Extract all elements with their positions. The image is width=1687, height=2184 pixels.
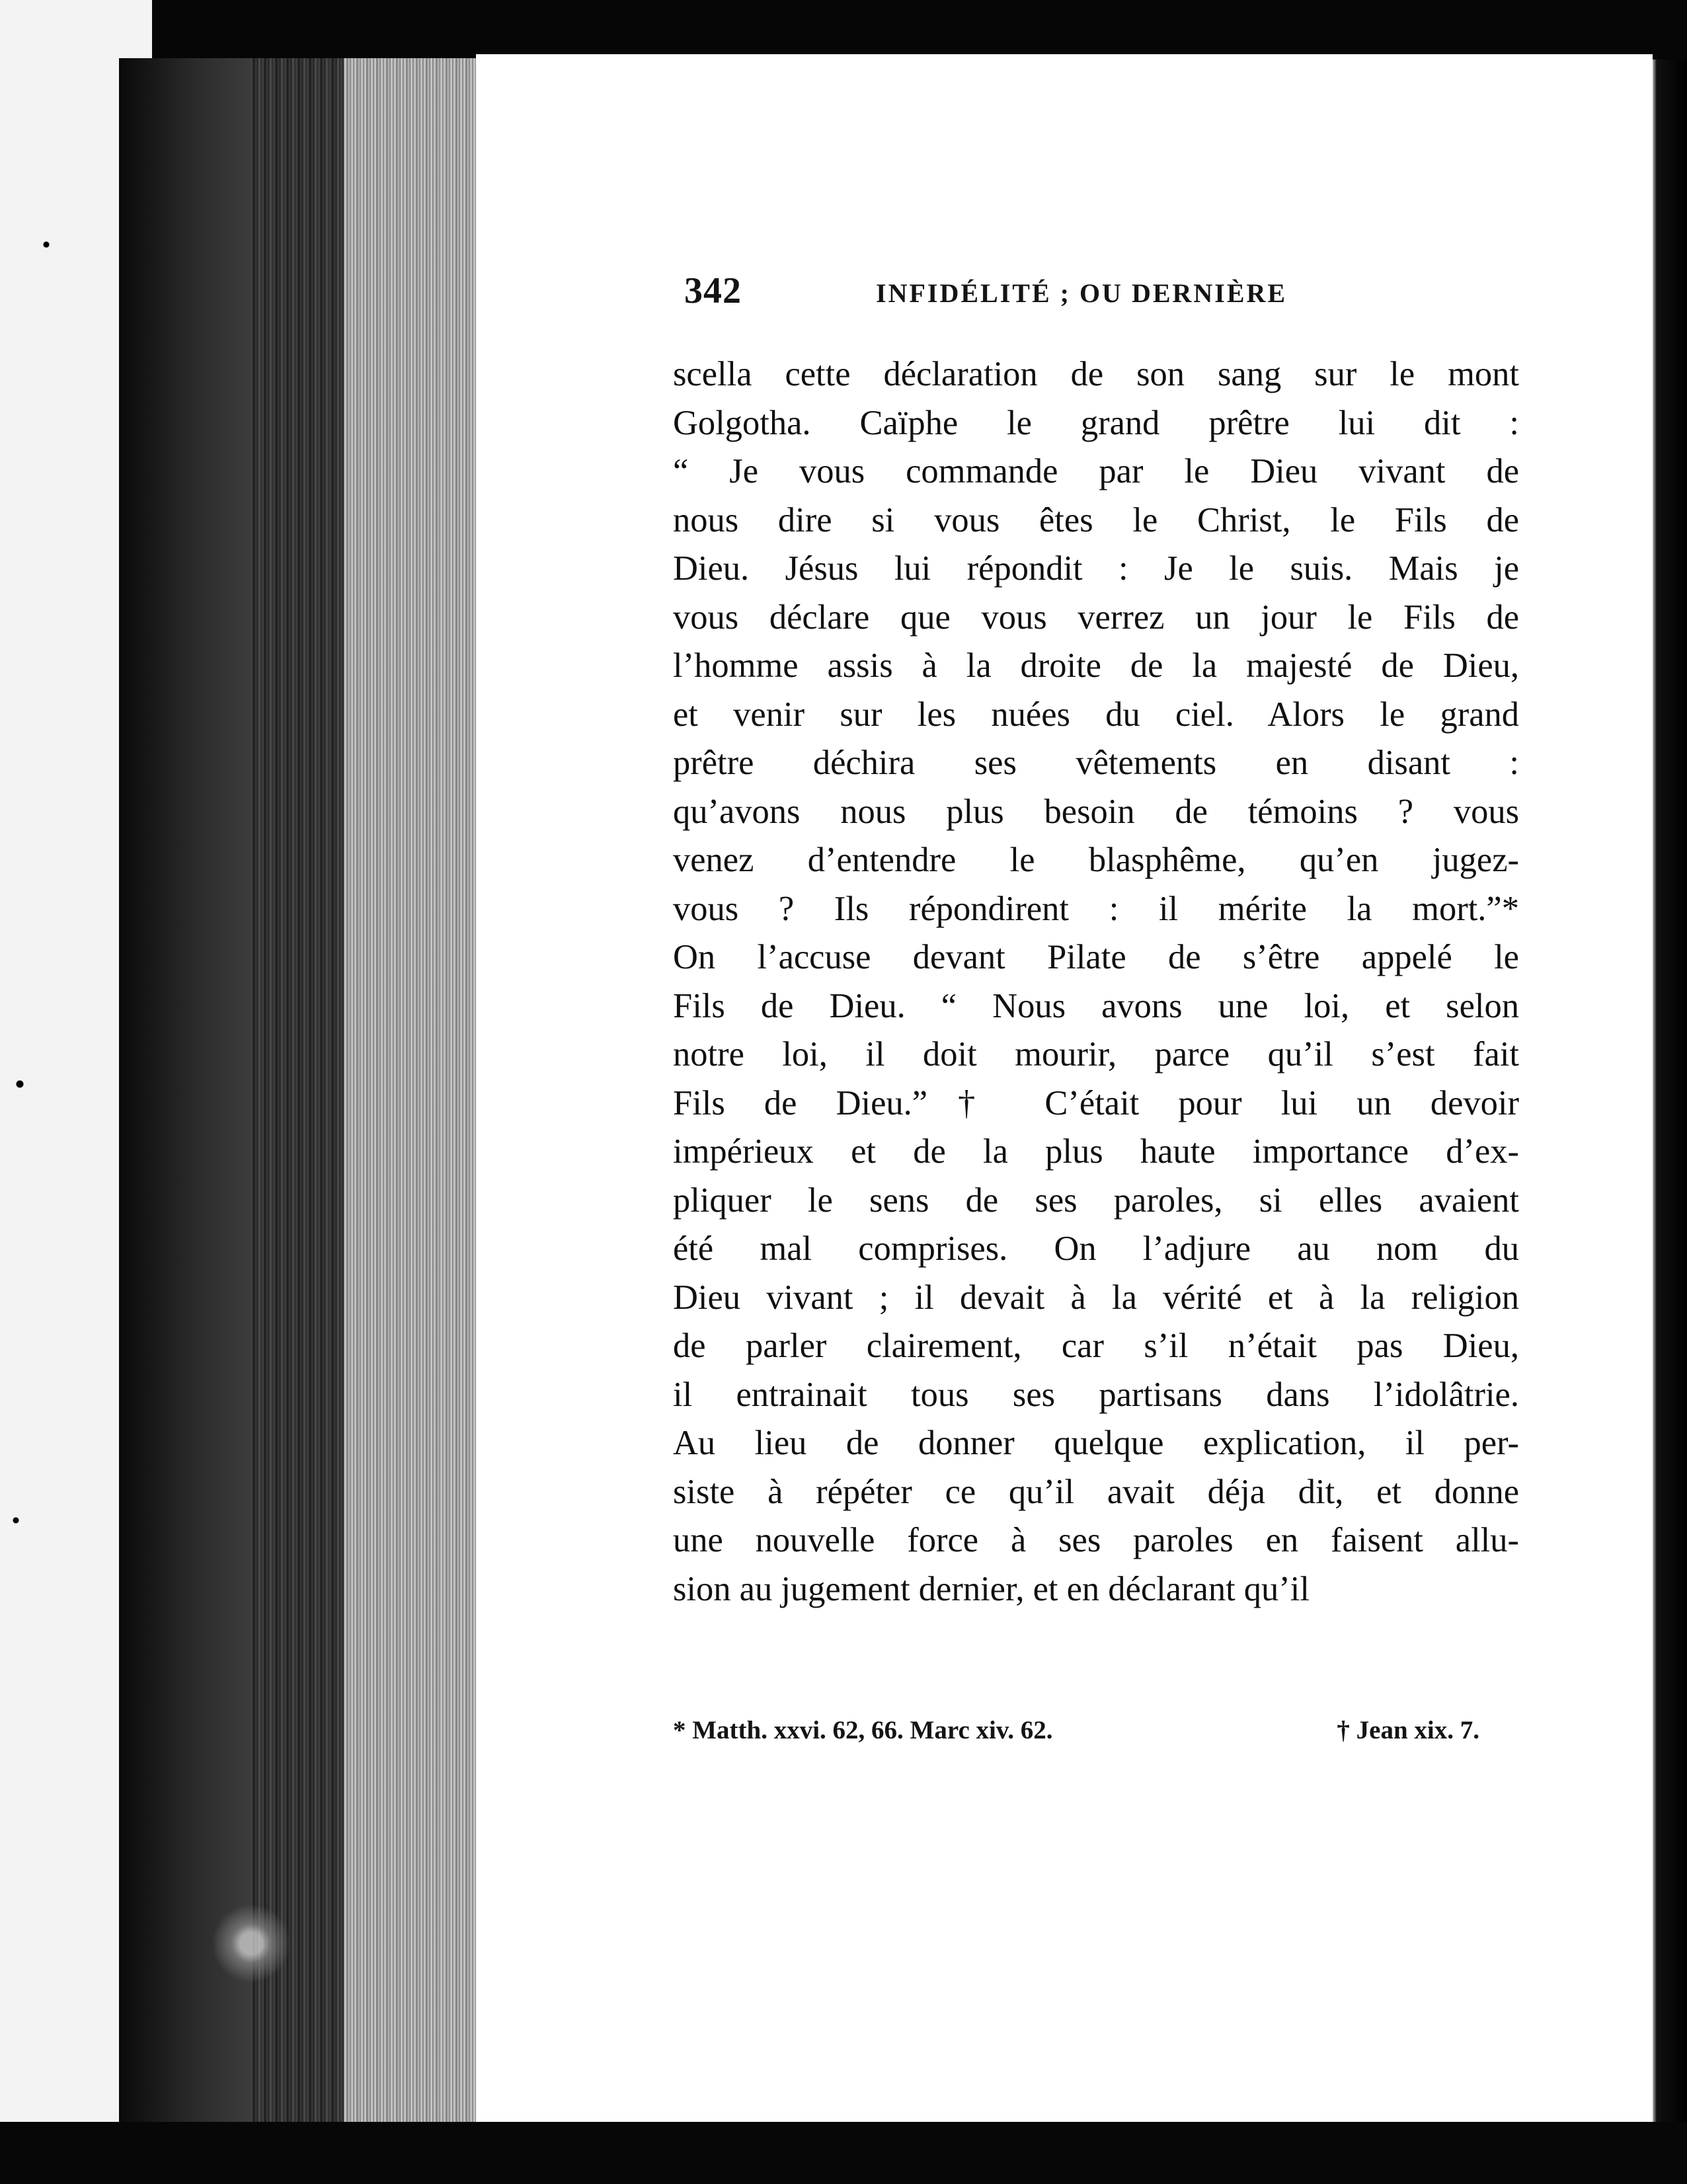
text-line: Fils de Dieu. “ Nous avons une loi, et selon	[673, 986, 1519, 1025]
text-line: il entrainait tous ses partisans dans l’idolâtrie.	[673, 1375, 1519, 1414]
page-number: 342	[684, 270, 742, 311]
book-fore-edge-shadow	[119, 58, 251, 2122]
text-line: Dieu. Jésus lui répondit : Je le suis. Mais je	[673, 549, 1519, 588]
text-line: l’homme assis à la droite de la majesté de Dieu,	[673, 646, 1519, 685]
text-line: vous ? Ils répondirent : il mérite la mort.”*	[673, 889, 1519, 928]
text-line: nous dire si vous êtes le Christ, le Fils de	[673, 500, 1519, 539]
text-line: une nouvelle force à ses paroles en faisent allu-	[673, 1521, 1519, 1559]
fore-edge-stain	[212, 1904, 291, 1983]
text-line: “ Je vous commande par le Dieu vivant de	[673, 452, 1519, 490]
text-line: vous déclare que vous verrez un jour le Fils de	[673, 598, 1519, 637]
footnote-star: * Matth. xxvi. 62, 66. Marc xiv. 62.	[673, 1716, 1053, 1744]
text-line: de parler clairement, car s’il n’était pas Dieu,	[673, 1327, 1519, 1365]
text-line: impérieux et de la plus haute importance d’ex-	[673, 1132, 1519, 1171]
footnote-dagger: † Jean xix. 7.	[1337, 1716, 1479, 1744]
running-head	[684, 270, 1332, 323]
text-line: siste à répéter ce qu’il avait déja dit, et donne	[673, 1472, 1519, 1511]
text-line: Golgotha. Caïphe le grand prêtre lui dit :	[673, 403, 1519, 442]
text-line: Au lieu de donner quelque explication, il per-	[673, 1424, 1519, 1462]
body-text	[673, 350, 1519, 1614]
text-line: Dieu vivant ; il devait à la vérité et à la religion	[673, 1278, 1519, 1317]
running-title: INFIDÉLITÉ ; OU DERNIÈRE	[876, 278, 1288, 308]
text-line: pliquer le sens de ses paroles, si elles avaient	[673, 1181, 1519, 1220]
text-line: prêtre déchira ses vêtements en disant :	[673, 744, 1519, 782]
footnotes	[673, 1715, 1479, 1755]
book-fore-edge-pages	[344, 58, 476, 2122]
text-line: qu’avons nous plus besoin de témoins ? vous	[673, 792, 1519, 831]
text-line: sion au jugement dernier, et en déclarant qu’il	[673, 1569, 1310, 1608]
scan-right-edge	[1653, 59, 1687, 2122]
text-line: venez d’entendre le blasphême, qu’en jugez-	[673, 841, 1519, 879]
text-line: scella cette déclaration de son sang sur le mont	[673, 355, 1519, 393]
text-line: Fils de Dieu.”† C’était pour lui un devoir	[673, 1083, 1519, 1122]
text-line: et venir sur les nuées du ciel. Alors le grand	[673, 695, 1519, 734]
text-line: été mal comprises. On l’adjure au nom du	[673, 1229, 1519, 1268]
text-line: On l’accuse devant Pilate de s’être appelé le	[673, 938, 1519, 976]
text-line: notre loi, il doit mourir, parce qu’il s’est fait	[673, 1035, 1519, 1073]
scan-bottom-border	[0, 2122, 1687, 2184]
scan-top-border	[0, 0, 1687, 59]
